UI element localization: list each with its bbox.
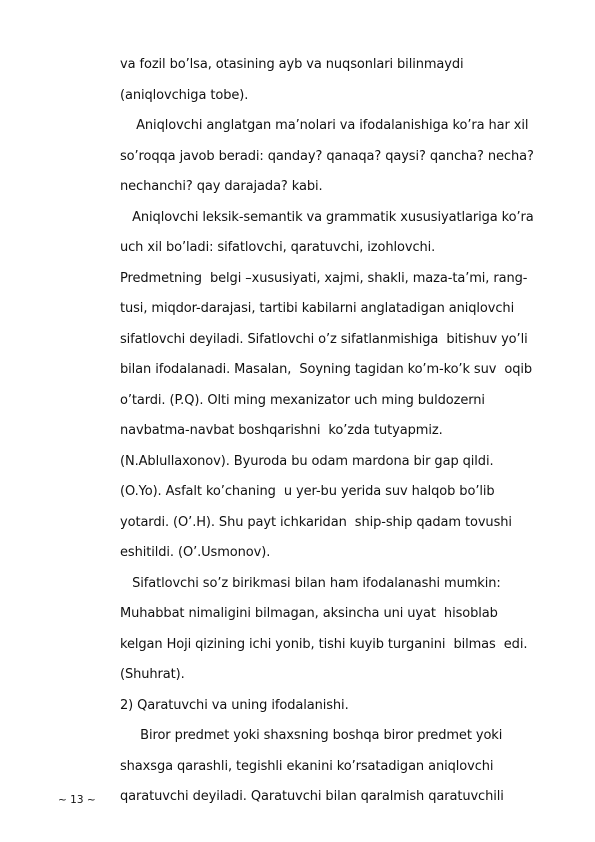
text-line: so’roqqa javob beradi: qanday? qanaqa? qaysi? qancha? necha? [120,148,534,164]
text-line: (aniqlovchiga tobe). [120,87,249,103]
text-line: Aniqlovchi anglatgan ma’nolari va ifodalanishiga ko’ra har xil [120,118,529,133]
text-line: nechanchi? qay darajada? kabi. [120,179,323,194]
page-number: ~ 13 ~ [58,794,96,806]
text-line: navbatma-navbat boshqarishni ko’zda tutyapmiz. [120,423,443,438]
text-line: qaratuvchi deyiladi. Qaratuvchi bilan qaralmish qaratuvchili [120,789,504,804]
document-body [120,50,590,813]
text-line: Biror predmet yoki shaxsning boshqa biror predmet yoki [120,728,503,743]
text-line: bilan ifodalanadi. Masalan, Soyning tagidan ko’m-ko’k suv oqib [120,362,533,377]
text-line: va fozil bo’lsa, otasining ayb va nuqsonlari bilinmaydi [120,57,464,72]
text-line: (Shuhrat). [120,667,185,682]
text-line: eshitildi. (O’.Usmonov). [120,545,271,560]
text-line: Muhabbat nimaligini bilmagan, aksincha uni uyat hisoblab [120,606,498,621]
text-line: uch xil bo’ladi: sifatlovchi, qaratuvchi, izohlovchi. [120,240,436,255]
text-line: tusi, miqdor-darajasi, tartibi kabilarni anglatadigan aniqlovchi [120,301,515,316]
text-line: shaxsga qarashli, tegishli ekanini ko’rsatadigan aniqlovchi [120,758,494,774]
text-line: o’tardi. (P.Q). Olti ming mexanizator uch ming buldozerni [120,392,485,408]
text-line: Sifatlovchi so’z birikmasi bilan ham ifodalanashi mumkin: [120,575,501,591]
text-line: Predmetning belgi –xususiyati, xajmi, shakli, maza-ta’mi, rang- [120,270,528,286]
text-line: sifatlovchi deyiladi. Sifatlovchi o’z sifatlanmishiga bitishuv yo’li [120,331,528,347]
section-heading: 2) Qaratuvchi va uning ifodalanishi. [120,697,349,713]
text-line: kelgan Hoji qizining ichi yonib, tishi kuyib turganini bilmas edi. [120,636,528,652]
text-line: yotardi. (O’.H). Shu payt ichkaridan ship-ship qadam tovushi [120,514,512,530]
text-line: (O.Yo). Asfalt ko’chaning u yer-bu yerida suv halqob bo’lib [120,484,495,499]
text-line: (N.Ablullaxonov). Byuroda bu odam mardona bir gap qildi. [120,453,494,469]
text-line: Aniqlovchi leksik-semantik va grammatik xususiyatlariga ko’ra [120,209,534,225]
